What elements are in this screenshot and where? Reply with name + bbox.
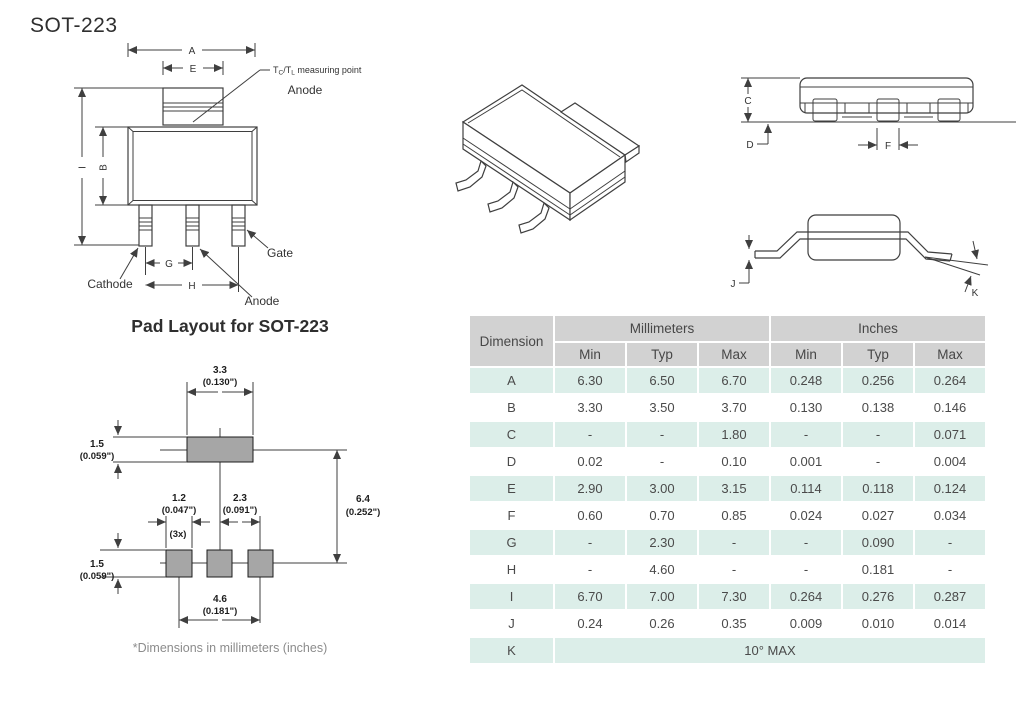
dim-pad-pitch: [220, 493, 260, 522]
cell: 3.30: [555, 395, 625, 420]
table-row-b: [470, 395, 985, 420]
pad-layout-heading: Pad Layout for SOT-223: [131, 316, 329, 336]
col-header-in-min: Min: [771, 343, 841, 366]
cell: 0.248: [771, 368, 841, 393]
anode-tab-label: Anode: [287, 83, 323, 97]
outer-pad-span-in: (0.181"): [202, 606, 238, 617]
cell: 2.90: [555, 476, 625, 501]
cell: -: [771, 557, 841, 582]
dim-a: [128, 43, 255, 57]
profile-body: [755, 215, 952, 261]
cell: 0.090: [843, 530, 913, 555]
top-pad-height-mm: 1.5: [90, 439, 104, 450]
row-dim: G: [470, 530, 553, 555]
dimensions-footnote: *Dimensions in millimeters (inches): [132, 641, 328, 655]
dim-outer-pad-span: [179, 594, 260, 620]
cell: 0.26: [627, 611, 697, 636]
cell: 4.60: [627, 557, 697, 582]
row-dim: H: [470, 557, 553, 582]
bottom-pad-height-in: (0.059"): [79, 571, 115, 582]
col-header-mm-max: Max: [699, 343, 769, 366]
table-row-i: [470, 584, 985, 609]
dim-b-label: B: [98, 164, 110, 171]
cell: 1.80: [699, 422, 769, 447]
side-view-drawing: [730, 55, 1020, 170]
dim-e-label: E: [189, 64, 197, 75]
dim-a-label: A: [188, 46, 196, 57]
pad-pitch-in: (0.091"): [222, 505, 258, 516]
cell: 7.00: [627, 584, 697, 609]
cell: 0.85: [699, 503, 769, 528]
dim-bottom-pad-height: [80, 533, 166, 594]
row-dim: J: [470, 611, 553, 636]
top-pad-width-mm: 3.3: [213, 365, 227, 376]
dim-bottom-pad-width: [148, 493, 210, 548]
dim-k: [925, 241, 988, 299]
cell: 3.00: [627, 476, 697, 501]
cell: 3.50: [627, 395, 697, 420]
front-view-drawing: [60, 35, 390, 320]
cell: 0.114: [771, 476, 841, 501]
measuring-point-callout: [193, 65, 362, 122]
pad-layout-drawing: [70, 340, 390, 650]
table-row-k: [470, 638, 985, 663]
dim-j-label: J: [730, 279, 736, 290]
cell: 0.35: [699, 611, 769, 636]
cell: -: [555, 422, 625, 447]
page-title: SOT-223: [30, 14, 118, 37]
cell: -: [699, 557, 769, 582]
dim-f: [858, 128, 918, 152]
top-pad-width-in: (0.130"): [202, 377, 238, 388]
cell: 0.276: [843, 584, 913, 609]
pad-pitch-mm: 2.3: [233, 493, 247, 504]
cell: -: [771, 530, 841, 555]
cell: -: [771, 422, 841, 447]
cell: 0.034: [915, 503, 985, 528]
table-row-a: [470, 368, 985, 393]
table-row-d: [470, 449, 985, 474]
table-row-j: [470, 611, 985, 636]
row-dim: E: [470, 476, 553, 501]
cell: -: [843, 449, 913, 474]
cell: 3.15: [699, 476, 769, 501]
dim-g: [146, 247, 193, 275]
outer-pad-span-mm: 4.6: [213, 594, 227, 605]
dim-j: [731, 235, 750, 290]
gate-callout: [247, 230, 293, 260]
bottom-pad-width-mm: 1.2: [172, 493, 186, 504]
bottom-pad-height-mm: 1.5: [90, 559, 104, 570]
side-body: [741, 78, 1016, 122]
row-spacing-in: (0.252"): [345, 507, 381, 518]
cell: 0.027: [843, 503, 913, 528]
cell: 0.010: [843, 611, 913, 636]
row-dim: F: [470, 503, 553, 528]
table-row-g: [470, 530, 985, 555]
cell: 0.124: [915, 476, 985, 501]
col-header-mm-min: Min: [555, 343, 625, 366]
cell: 0.10: [699, 449, 769, 474]
dim-i-label: I: [77, 166, 89, 169]
col-group-millimeters: Millimeters: [555, 316, 769, 341]
bottom-pad-width-in: (0.047"): [161, 505, 197, 516]
cell: 6.70: [555, 584, 625, 609]
row-dim: B: [470, 395, 553, 420]
isometric-view-drawing: [425, 60, 685, 275]
dim-e: [163, 61, 223, 75]
dim-i: [74, 88, 163, 245]
row-dim: I: [470, 584, 553, 609]
cell: 0.287: [915, 584, 985, 609]
cell: -: [915, 530, 985, 555]
cell: 0.024: [771, 503, 841, 528]
cell: 0.009: [771, 611, 841, 636]
iso-package: [456, 85, 639, 233]
cell: -: [555, 557, 625, 582]
cell: -: [915, 557, 985, 582]
col-group-inches: Inches: [771, 316, 985, 341]
row-dim: C: [470, 422, 553, 447]
cell: 0.118: [843, 476, 913, 501]
cell: -: [555, 530, 625, 555]
measuring-point-label: TC/TL measuring point: [273, 65, 362, 77]
col-header-mm-typ: Typ: [627, 343, 697, 366]
dim-row-spacing: [337, 450, 380, 563]
bottom-pad-count: (3x): [169, 529, 187, 540]
table-row-f: [470, 503, 985, 528]
cell: 6.50: [627, 368, 697, 393]
cell: 0.264: [915, 368, 985, 393]
cell: 0.138: [843, 395, 913, 420]
dim-d: [746, 124, 768, 151]
cell: 0.001: [771, 449, 841, 474]
dim-k-label: K: [971, 288, 979, 299]
col-header-in-typ: Typ: [843, 343, 913, 366]
cell: 0.004: [915, 449, 985, 474]
row-dim: D: [470, 449, 553, 474]
dim-top-pad-width: [187, 365, 253, 435]
package-body: [128, 127, 257, 205]
dim-b: [95, 127, 128, 205]
cell: 0.071: [915, 422, 985, 447]
cell: 6.30: [555, 368, 625, 393]
cell: -: [699, 530, 769, 555]
cell: 0.146: [915, 395, 985, 420]
table-row-h: [470, 557, 985, 582]
row-k-span-value: 10° MAX: [555, 638, 985, 663]
cell: -: [627, 422, 697, 447]
row-dim: K: [470, 638, 553, 663]
cell: 0.014: [915, 611, 985, 636]
dimension-table: [468, 314, 987, 665]
row-spacing-mm: 6.4: [356, 494, 370, 505]
anode-tab-shape: [163, 88, 223, 125]
cell: 0.02: [555, 449, 625, 474]
cell: 7.30: [699, 584, 769, 609]
cell: -: [843, 422, 913, 447]
cell: 2.30: [627, 530, 697, 555]
cell: 0.70: [627, 503, 697, 528]
cell: 0.256: [843, 368, 913, 393]
col-header-in-max: Max: [915, 343, 985, 366]
cell: 0.130: [771, 395, 841, 420]
row-dim: A: [470, 368, 553, 393]
cell: 3.70: [699, 395, 769, 420]
dim-d-label: D: [746, 140, 754, 151]
table-row-c: [470, 422, 985, 447]
gate-label: Gate: [266, 246, 294, 260]
package-leads: [139, 205, 245, 246]
cell: 6.70: [699, 368, 769, 393]
cell: 0.60: [555, 503, 625, 528]
dim-g-label: G: [165, 259, 173, 270]
dim-c-label: C: [744, 96, 752, 107]
cell: 0.181: [843, 557, 913, 582]
table-header-groups: [470, 316, 985, 341]
dim-c: [741, 78, 800, 122]
top-pad-height-in: (0.059"): [79, 451, 115, 462]
dim-h-label: H: [188, 281, 196, 292]
cell: -: [627, 449, 697, 474]
cell: 0.264: [771, 584, 841, 609]
anode-pin-label: Anode: [244, 294, 280, 308]
dim-f-label: F: [884, 141, 892, 152]
table-row-e: [470, 476, 985, 501]
cathode-callout: [87, 248, 138, 291]
cathode-label: Cathode: [87, 277, 133, 291]
cell: 0.24: [555, 611, 625, 636]
lead-profile-drawing: [725, 195, 1025, 305]
col-header-dimension: Dimension: [470, 316, 553, 366]
